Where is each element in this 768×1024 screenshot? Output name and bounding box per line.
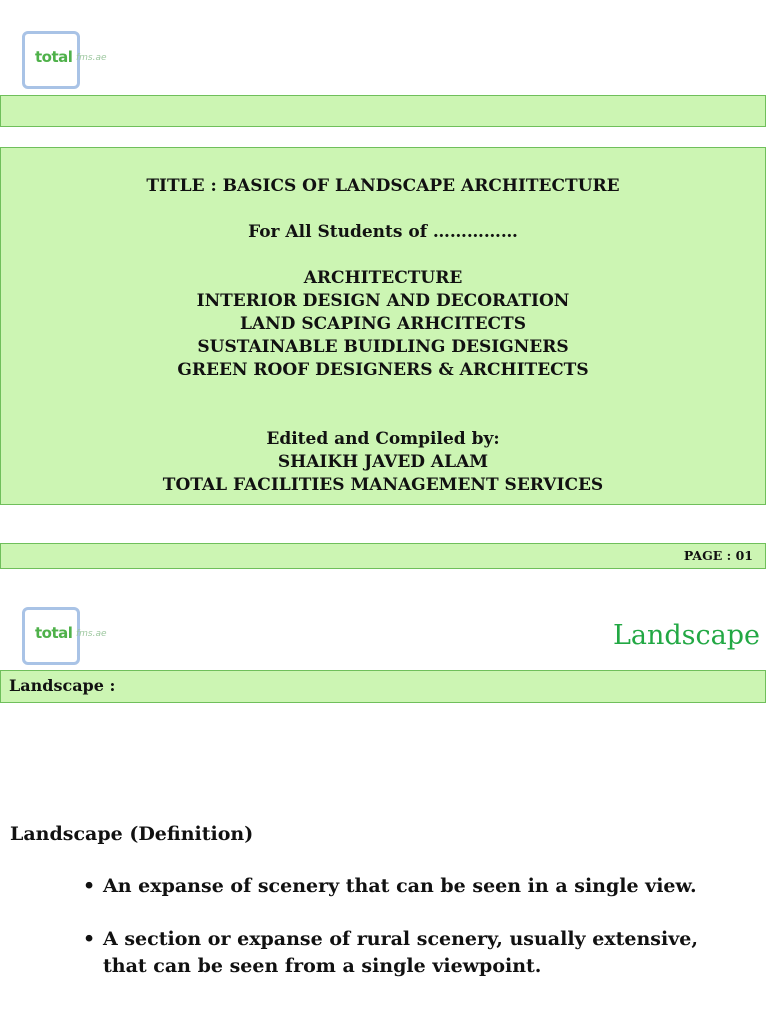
audience-landscaping: LAND SCAPING ARHCITECTS	[240, 314, 526, 334]
bullet-marker: •	[83, 875, 96, 897]
bullet-text: A section or expanse of rural scenery, usually extensive,	[103, 928, 698, 950]
author-name: SHAIKH JAVED ALAM	[277, 452, 489, 472]
section-bar	[0, 670, 766, 703]
header-bar	[0, 95, 766, 127]
definition-bullet-2	[83, 926, 698, 980]
logo-suffix-text: fms.ae	[76, 53, 107, 63]
logo-suffix-text: fms.ae	[76, 629, 107, 639]
audience-green-roof: GREEN ROOF DESIGNERS & ARCHITECTS	[177, 360, 589, 380]
edited-by-label: Edited and Compiled by:	[266, 429, 500, 449]
logo-brand-text: total	[35, 624, 73, 642]
audience-sustainable: SUSTAINABLE BUIDLING DESIGNERS	[197, 337, 569, 357]
page-number: PAGE : 01	[683, 548, 753, 563]
total-fms-logo-page-2	[22, 607, 107, 665]
organization-name: TOTAL FACILITIES MANAGEMENT SERVICES	[162, 475, 604, 495]
document-title: TITLE : BASICS OF LANDSCAPE ARCHITECTURE	[146, 176, 620, 196]
logo-brand-text: total	[35, 48, 73, 66]
bullet-marker: •	[83, 928, 96, 950]
audience-line: For All Students of ……………	[248, 222, 518, 242]
bullet-text-continued: that can be seen from a single viewpoint.	[103, 955, 542, 977]
bullet-text: An expanse of scenery that can be seen in a single view.	[103, 875, 697, 897]
audience-interior-design: INTERIOR DESIGN AND DECORATION	[196, 291, 570, 311]
footer-bar	[0, 543, 766, 569]
definition-heading: Landscape (Definition)	[10, 823, 254, 845]
audience-architecture: ARCHITECTURE	[303, 268, 463, 288]
title-panel	[0, 147, 766, 505]
section-heading: Landscape	[612, 620, 760, 651]
total-fms-logo	[22, 31, 107, 89]
section-bar-label: Landscape :	[9, 676, 116, 695]
definition-bullet-1	[83, 873, 697, 900]
